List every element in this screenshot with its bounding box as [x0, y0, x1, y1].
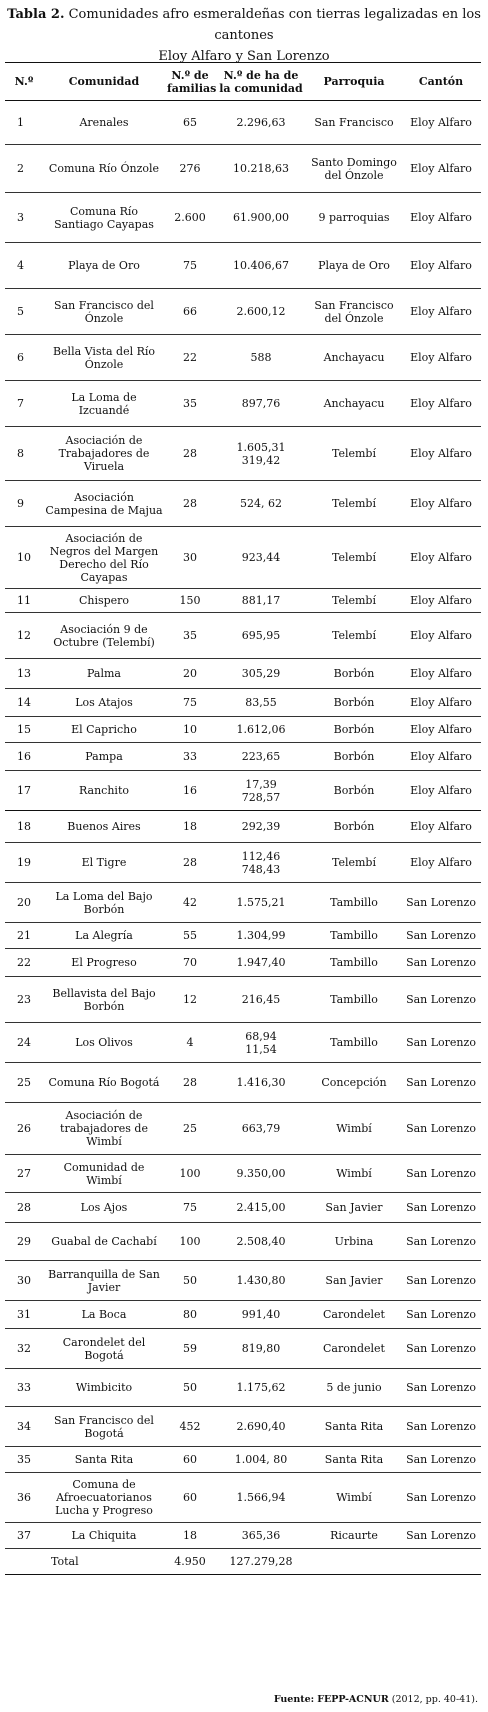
cell-parroquia: Borbón	[307, 717, 401, 743]
cell-parroquia: Tambillo	[307, 923, 401, 949]
cell-canton: Eloy Alfaro	[401, 589, 481, 613]
cell-hectareas: 1.416,30	[215, 1063, 307, 1103]
cell-comunidad: Playa de Oro	[43, 243, 165, 289]
table-row	[5, 427, 481, 481]
table-row	[5, 1193, 481, 1223]
table-row	[5, 1103, 481, 1155]
cell-number: 31	[5, 1301, 43, 1329]
cell-hectareas: 695,95	[215, 613, 307, 659]
cell-hectareas: 216,45	[215, 977, 307, 1023]
cell-parroquia: Tambillo	[307, 949, 401, 977]
cell-familias: 65	[165, 101, 215, 145]
communities-table	[5, 62, 481, 1575]
cell-canton: San Lorenzo	[401, 883, 481, 923]
cell-canton: San Lorenzo	[401, 1155, 481, 1193]
cell-comunidad: Bella Vista del Río Ónzole	[43, 335, 165, 381]
cell-familias: 20	[165, 659, 215, 689]
cell-number: 4	[5, 243, 43, 289]
table-row	[5, 977, 481, 1023]
cell-number: 14	[5, 689, 43, 717]
cell-canton: Eloy Alfaro	[401, 335, 481, 381]
cell-parroquia: San Francisco del Ónzole	[307, 289, 401, 335]
table-row	[5, 1447, 481, 1473]
cell-canton: San Lorenzo	[401, 923, 481, 949]
cell-number: 2	[5, 145, 43, 193]
cell-parroquia: Santo Domingo del Ónzole	[307, 145, 401, 193]
cell-familias: 30	[165, 527, 215, 589]
cell-familias: 60	[165, 1447, 215, 1473]
cell-hectareas: 1.566,94	[215, 1473, 307, 1523]
cell-comunidad: La Alegría	[43, 923, 165, 949]
table-row	[5, 381, 481, 427]
table-title-text: Comunidades afro esmeraldeñas con tierras legalizadas en los cantones	[68, 7, 481, 43]
cell-comunidad: Comunidad de Wimbí	[43, 1155, 165, 1193]
cell-familias: 59	[165, 1329, 215, 1369]
table-row	[5, 717, 481, 743]
header-familias: N.º de familias	[165, 63, 215, 101]
cell-familias: 60	[165, 1473, 215, 1523]
cell-familias: 276	[165, 145, 215, 193]
cell-parroquia: 5 de junio	[307, 1369, 401, 1407]
table-row	[5, 481, 481, 527]
cell-hectareas	[215, 1023, 307, 1063]
table-row	[5, 659, 481, 689]
cell-familias: 25	[165, 1103, 215, 1155]
header-hectareas: N.º de ha de la comunidad	[215, 63, 307, 101]
cell-hectareas-line: 728,57	[241, 790, 281, 804]
table-title-line-2: Eloy Alfaro y San Lorenzo	[158, 49, 330, 64]
cell-number: 11	[5, 589, 43, 613]
cell-number: 16	[5, 743, 43, 771]
cell-comunidad: Asociación Campesina de Majua	[43, 481, 165, 527]
cell-number: 6	[5, 335, 43, 381]
cell-hectareas: 1.430,80	[215, 1261, 307, 1301]
cell-hectareas: 9.350,00	[215, 1155, 307, 1193]
cell-familias: 50	[165, 1369, 215, 1407]
cell-familias: 28	[165, 427, 215, 481]
table-row	[5, 1155, 481, 1193]
cell-number: 5	[5, 289, 43, 335]
cell-parroquia: Wimbí	[307, 1155, 401, 1193]
cell-comunidad: San Francisco del Bogotá	[43, 1407, 165, 1447]
cell-hectareas: 83,55	[215, 689, 307, 717]
cell-number: 1	[5, 101, 43, 145]
cell-comunidad: Asociación 9 de Octubre (Telembí)	[43, 613, 165, 659]
cell-number: 10	[5, 527, 43, 589]
cell-parroquia: Urbina	[307, 1223, 401, 1261]
cell-hectareas-line: 17,39	[245, 777, 277, 791]
cell-familias: 75	[165, 243, 215, 289]
cell-hectareas: 897,76	[215, 381, 307, 427]
table-row	[5, 613, 481, 659]
cell-familias: 55	[165, 923, 215, 949]
cell-comunidad: Comuna Río Ónzole	[43, 145, 165, 193]
cell-canton: Eloy Alfaro	[401, 811, 481, 843]
cell-comunidad: Arenales	[43, 101, 165, 145]
cell-comunidad: Asociación de Trabajadores de Viruela	[43, 427, 165, 481]
cell-familias: 22	[165, 335, 215, 381]
cell-hectareas-line: 11,54	[245, 1042, 277, 1056]
cell-hectareas: 1.175,62	[215, 1369, 307, 1407]
cell-parroquia: San Javier	[307, 1193, 401, 1223]
cell-canton: San Lorenzo	[401, 1523, 481, 1549]
cell-canton: Eloy Alfaro	[401, 145, 481, 193]
cell-number: 12	[5, 613, 43, 659]
cell-parroquia: Borbón	[307, 689, 401, 717]
header-comunidad: Comunidad	[43, 63, 165, 101]
cell-canton: San Lorenzo	[401, 1103, 481, 1155]
cell-canton: Eloy Alfaro	[401, 843, 481, 883]
cell-number: 22	[5, 949, 43, 977]
cell-comunidad: Guabal de Cachabí	[43, 1223, 165, 1261]
cell-parroquia: Telembí	[307, 481, 401, 527]
cell-comunidad: El Capricho	[43, 717, 165, 743]
cell-familias: 10	[165, 717, 215, 743]
cell-hectareas-line: 112,46	[241, 849, 281, 863]
cell-number: 23	[5, 977, 43, 1023]
total-empty-canton	[401, 1549, 481, 1575]
cell-familias: 452	[165, 1407, 215, 1447]
cell-canton: San Lorenzo	[401, 1369, 481, 1407]
cell-canton: San Lorenzo	[401, 949, 481, 977]
table-row	[5, 1473, 481, 1523]
cell-comunidad: Bellavista del Bajo Borbón	[43, 977, 165, 1023]
cell-hectareas: 305,29	[215, 659, 307, 689]
cell-canton: Eloy Alfaro	[401, 527, 481, 589]
cell-number: 26	[5, 1103, 43, 1155]
cell-familias: 150	[165, 589, 215, 613]
table-row	[5, 101, 481, 145]
cell-hectareas: 10.218,63	[215, 145, 307, 193]
cell-comunidad: El Tigre	[43, 843, 165, 883]
table-row	[5, 589, 481, 613]
cell-familias: 18	[165, 1523, 215, 1549]
cell-familias: 28	[165, 843, 215, 883]
cell-familias: 35	[165, 613, 215, 659]
header-parroquia: Parroquia	[307, 63, 401, 101]
cell-comunidad: Comuna Río Bogotá	[43, 1063, 165, 1103]
cell-canton: Eloy Alfaro	[401, 771, 481, 811]
cell-canton: San Lorenzo	[401, 1023, 481, 1063]
cell-canton: Eloy Alfaro	[401, 101, 481, 145]
table-row	[5, 743, 481, 771]
cell-hectareas: 2.690,40	[215, 1407, 307, 1447]
cell-canton: San Lorenzo	[401, 1473, 481, 1523]
table-row	[5, 145, 481, 193]
cell-canton: San Lorenzo	[401, 1223, 481, 1261]
cell-number: 9	[5, 481, 43, 527]
cell-canton: Eloy Alfaro	[401, 243, 481, 289]
cell-number: 30	[5, 1261, 43, 1301]
cell-hectareas: 663,79	[215, 1103, 307, 1155]
cell-canton: San Lorenzo	[401, 977, 481, 1023]
cell-parroquia: Tambillo	[307, 1023, 401, 1063]
cell-number: 24	[5, 1023, 43, 1063]
cell-parroquia: Telembí	[307, 427, 401, 481]
cell-parroquia: Anchayacu	[307, 381, 401, 427]
cell-canton: San Lorenzo	[401, 1193, 481, 1223]
cell-comunidad: Comuna Río Santiago Cayapas	[43, 193, 165, 243]
cell-canton: Eloy Alfaro	[401, 717, 481, 743]
cell-number: 17	[5, 771, 43, 811]
cell-parroquia: Borbón	[307, 743, 401, 771]
cell-hectareas	[215, 771, 307, 811]
cell-hectareas: 1.575,21	[215, 883, 307, 923]
cell-comunidad: El Progreso	[43, 949, 165, 977]
table-body	[5, 101, 481, 1575]
cell-comunidad: La Chiquita	[43, 1523, 165, 1549]
cell-familias: 75	[165, 1193, 215, 1223]
cell-comunidad: Barranquilla de San Javier	[43, 1261, 165, 1301]
cell-canton: San Lorenzo	[401, 1063, 481, 1103]
table-label: Tabla 2.	[7, 7, 65, 22]
cell-canton: Eloy Alfaro	[401, 289, 481, 335]
cell-hectareas: 923,44	[215, 527, 307, 589]
cell-familias: 42	[165, 883, 215, 923]
table-row	[5, 883, 481, 923]
cell-parroquia: Playa de Oro	[307, 243, 401, 289]
table-row	[5, 771, 481, 811]
cell-familias: 12	[165, 977, 215, 1023]
cell-hectareas: 881,17	[215, 589, 307, 613]
cell-hectareas: 10.406,67	[215, 243, 307, 289]
table-row	[5, 1407, 481, 1447]
table-row	[5, 1369, 481, 1407]
cell-familias: 18	[165, 811, 215, 843]
cell-comunidad: Buenos Aires	[43, 811, 165, 843]
cell-comunidad: La Boca	[43, 1301, 165, 1329]
cell-familias: 50	[165, 1261, 215, 1301]
table-row	[5, 1523, 481, 1549]
cell-number: 15	[5, 717, 43, 743]
table-title-line-1	[0, 4, 488, 46]
cell-hectareas: 1.304,99	[215, 923, 307, 949]
cell-familias: 80	[165, 1301, 215, 1329]
cell-canton: San Lorenzo	[401, 1301, 481, 1329]
table-row	[5, 1223, 481, 1261]
cell-familias: 28	[165, 1063, 215, 1103]
source-org: FEPP-ACNUR	[317, 1694, 389, 1705]
cell-parroquia: Carondelet	[307, 1329, 401, 1369]
cell-canton: San Lorenzo	[401, 1447, 481, 1473]
table-header-row	[5, 63, 481, 101]
cell-comunidad: Los Ajos	[43, 1193, 165, 1223]
cell-canton: Eloy Alfaro	[401, 381, 481, 427]
cell-hectareas-line: 68,94	[245, 1029, 277, 1043]
cell-comunidad: San Francisco del Ónzole	[43, 289, 165, 335]
table-row	[5, 923, 481, 949]
cell-parroquia: Wimbí	[307, 1473, 401, 1523]
cell-hectareas: 819,80	[215, 1329, 307, 1369]
cell-familias: 100	[165, 1223, 215, 1261]
table-row	[5, 1063, 481, 1103]
cell-number: 20	[5, 883, 43, 923]
cell-parroquia: 9 parroquias	[307, 193, 401, 243]
cell-parroquia: Borbón	[307, 811, 401, 843]
cell-comunidad: Chispero	[43, 589, 165, 613]
cell-number: 18	[5, 811, 43, 843]
cell-parroquia: Anchayacu	[307, 335, 401, 381]
cell-parroquia: Carondelet	[307, 1301, 401, 1329]
cell-comunidad: Palma	[43, 659, 165, 689]
cell-parroquia: Tambillo	[307, 977, 401, 1023]
cell-hectareas-line: 319,42	[241, 453, 281, 467]
cell-comunidad: Los Atajos	[43, 689, 165, 717]
cell-number: 21	[5, 923, 43, 949]
cell-familias: 4	[165, 1023, 215, 1063]
cell-canton: San Lorenzo	[401, 1407, 481, 1447]
cell-parroquia: Santa Rita	[307, 1447, 401, 1473]
cell-familias: 33	[165, 743, 215, 771]
cell-parroquia: Wimbí	[307, 1103, 401, 1155]
cell-familias: 75	[165, 689, 215, 717]
cell-hectareas: 2.296,63	[215, 101, 307, 145]
table-row	[5, 335, 481, 381]
header-canton: Cantón	[401, 63, 481, 101]
cell-number: 33	[5, 1369, 43, 1407]
cell-comunidad: Ranchito	[43, 771, 165, 811]
source-note	[274, 1694, 478, 1706]
cell-number: 34	[5, 1407, 43, 1447]
total-label: Total	[5, 1549, 165, 1575]
cell-hectareas: 1.612,06	[215, 717, 307, 743]
cell-parroquia: Borbón	[307, 771, 401, 811]
cell-canton: San Lorenzo	[401, 1329, 481, 1369]
cell-hectareas: 2.508,40	[215, 1223, 307, 1261]
cell-comunidad: Carondelet del Bogotá	[43, 1329, 165, 1369]
cell-hectareas: 365,36	[215, 1523, 307, 1549]
cell-familias: 66	[165, 289, 215, 335]
table-title	[0, 4, 488, 67]
cell-parroquia: Telembí	[307, 843, 401, 883]
cell-hectareas-line: 1.605,31	[236, 440, 286, 454]
cell-comunidad: Comuna de Afroecuatorianos Lucha y Progreso	[43, 1473, 165, 1523]
cell-familias: 16	[165, 771, 215, 811]
cell-hectareas	[215, 843, 307, 883]
cell-hectareas: 2.415,00	[215, 1193, 307, 1223]
cell-parroquia: San Francisco	[307, 101, 401, 145]
source-ref: (2012, pp. 40-41).	[391, 1694, 478, 1705]
total-row	[5, 1549, 481, 1575]
cell-number: 35	[5, 1447, 43, 1473]
table-row	[5, 289, 481, 335]
cell-number: 3	[5, 193, 43, 243]
cell-parroquia: Concepción	[307, 1063, 401, 1103]
cell-canton: Eloy Alfaro	[401, 743, 481, 771]
table-row	[5, 843, 481, 883]
cell-hectareas: 1.004, 80	[215, 1447, 307, 1473]
total-hectareas: 127.279,28	[215, 1549, 307, 1575]
cell-canton: Eloy Alfaro	[401, 427, 481, 481]
cell-familias: 70	[165, 949, 215, 977]
table-row	[5, 949, 481, 977]
cell-canton: Eloy Alfaro	[401, 659, 481, 689]
cell-number: 25	[5, 1063, 43, 1103]
cell-number: 37	[5, 1523, 43, 1549]
cell-comunidad: Wimbicito	[43, 1369, 165, 1407]
cell-canton: Eloy Alfaro	[401, 689, 481, 717]
cell-hectareas: 524, 62	[215, 481, 307, 527]
cell-parroquia: Tambillo	[307, 883, 401, 923]
cell-familias: 2.600	[165, 193, 215, 243]
cell-parroquia: Ricaurte	[307, 1523, 401, 1549]
cell-familias: 100	[165, 1155, 215, 1193]
cell-hectareas: 588	[215, 335, 307, 381]
cell-comunidad: Asociación de Negros del Margen Derecho del Río Cayapas	[43, 527, 165, 589]
table-row	[5, 527, 481, 589]
cell-familias: 35	[165, 381, 215, 427]
table-row	[5, 1023, 481, 1063]
table-row	[5, 243, 481, 289]
total-empty-parroquia	[307, 1549, 401, 1575]
cell-number: 29	[5, 1223, 43, 1261]
cell-parroquia: Telembí	[307, 527, 401, 589]
cell-hectareas: 991,40	[215, 1301, 307, 1329]
cell-canton: Eloy Alfaro	[401, 613, 481, 659]
header-number: N.º	[5, 63, 43, 101]
cell-number: 13	[5, 659, 43, 689]
table-row	[5, 1301, 481, 1329]
cell-number: 28	[5, 1193, 43, 1223]
cell-comunidad: Asociación de trabajadores de Wimbí	[43, 1103, 165, 1155]
cell-number: 8	[5, 427, 43, 481]
cell-parroquia: Santa Rita	[307, 1407, 401, 1447]
cell-parroquia: Telembí	[307, 613, 401, 659]
cell-number: 19	[5, 843, 43, 883]
cell-parroquia: San Javier	[307, 1261, 401, 1301]
cell-comunidad: Los Olivos	[43, 1023, 165, 1063]
cell-hectareas	[215, 427, 307, 481]
cell-canton: Eloy Alfaro	[401, 481, 481, 527]
table-row	[5, 193, 481, 243]
cell-comunidad: La Loma del Bajo Borbón	[43, 883, 165, 923]
cell-hectareas: 292,39	[215, 811, 307, 843]
cell-number: 32	[5, 1329, 43, 1369]
cell-canton: Eloy Alfaro	[401, 193, 481, 243]
cell-number: 27	[5, 1155, 43, 1193]
cell-comunidad: Santa Rita	[43, 1447, 165, 1473]
total-familias: 4.950	[165, 1549, 215, 1575]
cell-parroquia: Telembí	[307, 589, 401, 613]
cell-comunidad: Pampa	[43, 743, 165, 771]
cell-parroquia: Borbón	[307, 659, 401, 689]
table-row	[5, 1329, 481, 1369]
cell-hectareas: 223,65	[215, 743, 307, 771]
table-row	[5, 811, 481, 843]
cell-hectareas: 2.600,12	[215, 289, 307, 335]
table-row	[5, 689, 481, 717]
cell-hectareas-line: 748,43	[241, 862, 281, 876]
source-label: Fuente:	[273, 1694, 315, 1705]
cell-number: 36	[5, 1473, 43, 1523]
cell-number: 7	[5, 381, 43, 427]
cell-comunidad: La Loma de Izcuandé	[43, 381, 165, 427]
cell-hectareas: 1.947,40	[215, 949, 307, 977]
cell-hectareas: 61.900,00	[215, 193, 307, 243]
cell-canton: San Lorenzo	[401, 1261, 481, 1301]
cell-familias: 28	[165, 481, 215, 527]
table-row	[5, 1261, 481, 1301]
